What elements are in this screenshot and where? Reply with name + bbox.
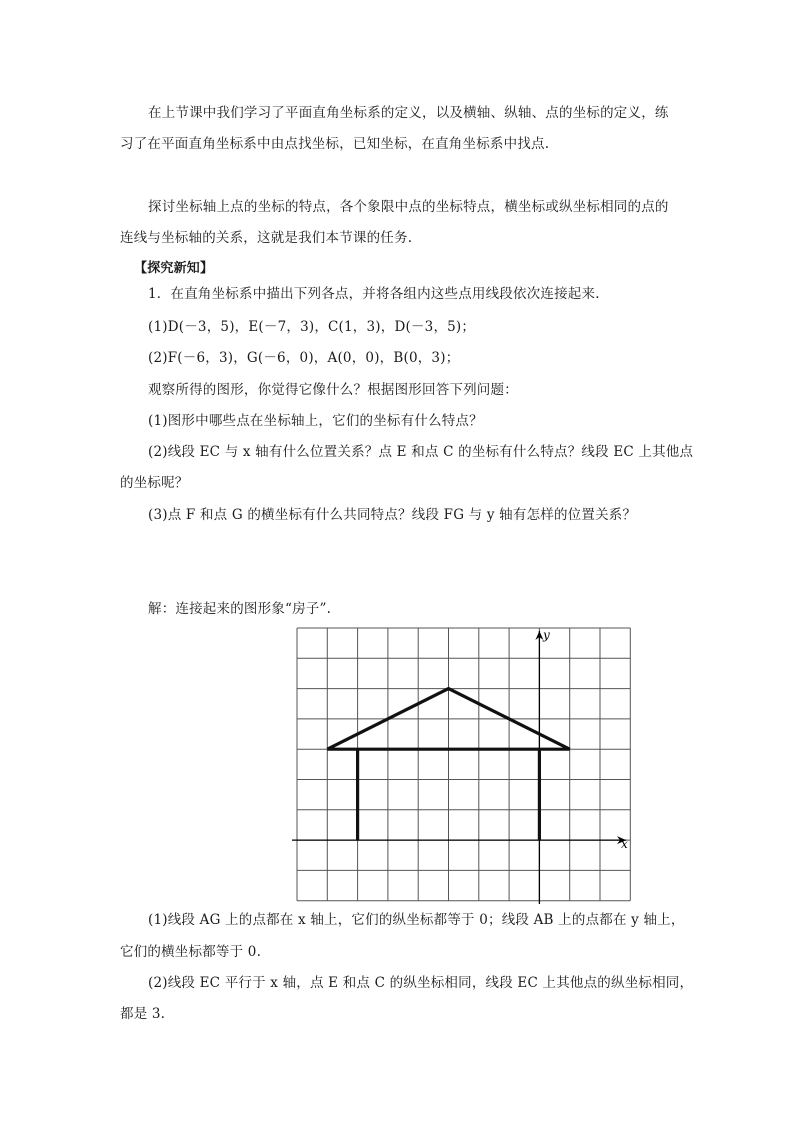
section-heading: 【探究新知】 — [134, 261, 214, 276]
grid — [297, 628, 630, 901]
house-coordinate-figure — [290, 626, 635, 906]
intro-paragraph-1-line-1: 在上节课中我们学习了平面直角坐标系的定义，以及横轴、纵轴、点的坐标的定义，练 — [148, 105, 669, 121]
axes — [292, 631, 626, 904]
intro-paragraph-1-line-2: 习了在平面直角坐标系中由点找坐标，已知坐标，在直角坐标系中找点. — [120, 136, 550, 152]
solution-intro: 解：连接起来的图形象“房子”. — [148, 601, 332, 617]
observe-prompt: 观察所得的图形，你觉得它像什么？根据图形回答下列问题： — [148, 382, 518, 398]
answer-1-line-2: 它们的横坐标都等于 0. — [120, 944, 262, 960]
x-axis-label: x — [621, 837, 628, 851]
intro-paragraph-2-line-2: 连线与坐标轴的关系，这就是我们本节课的任务. — [120, 230, 413, 246]
intro-paragraph-2-line-1: 探讨坐标轴上点的坐标的特点，各个象限中点的坐标特点，横坐标或纵坐标相同的点的 — [148, 199, 669, 215]
question-1: 1．在直角坐标系中描出下列各点，并将各组内这些点用线段依次连接起来. — [148, 286, 600, 302]
sub-question-2-line-2: 的坐标呢？ — [120, 475, 189, 491]
answer-1-line-1: (1)线段 AG 上的点都在 x 轴上，它们的纵坐标都等于 0；线段 AB 上的点都在 y 轴上， — [148, 912, 685, 928]
answer-2-line-2: 都是 3. — [120, 1006, 166, 1022]
sub-question-3: (3)点 F 和点 G 的横坐标有什么共同特点？线段 FG 与 y 轴有怎样的位置关系？ — [148, 507, 637, 523]
sub-question-2-line-1: (2)线段 EC 与 x 轴有什么位置关系？点 E 和点 C 的坐标有什么特点？线段 EC 上其他点 — [148, 444, 694, 460]
sub-question-1: (1)图形中哪些点在坐标轴上，它们的坐标有什么特点？ — [148, 413, 483, 429]
y-axis-label: y — [543, 628, 550, 642]
answer-2-line-1: (2)线段 EC 平行于 x 轴，点 E 和点 C 的纵坐标相同，线段 EC 上其他点的纵坐标相同， — [148, 975, 694, 991]
point-group-1: (1)D(－3，5)，E(－7，3)，C(1，3)，D(－3，5)； — [148, 319, 476, 335]
point-group-2: (2)F(－6，3)，G(－6，0)，A(0，0)，B(0，3)； — [148, 350, 460, 366]
